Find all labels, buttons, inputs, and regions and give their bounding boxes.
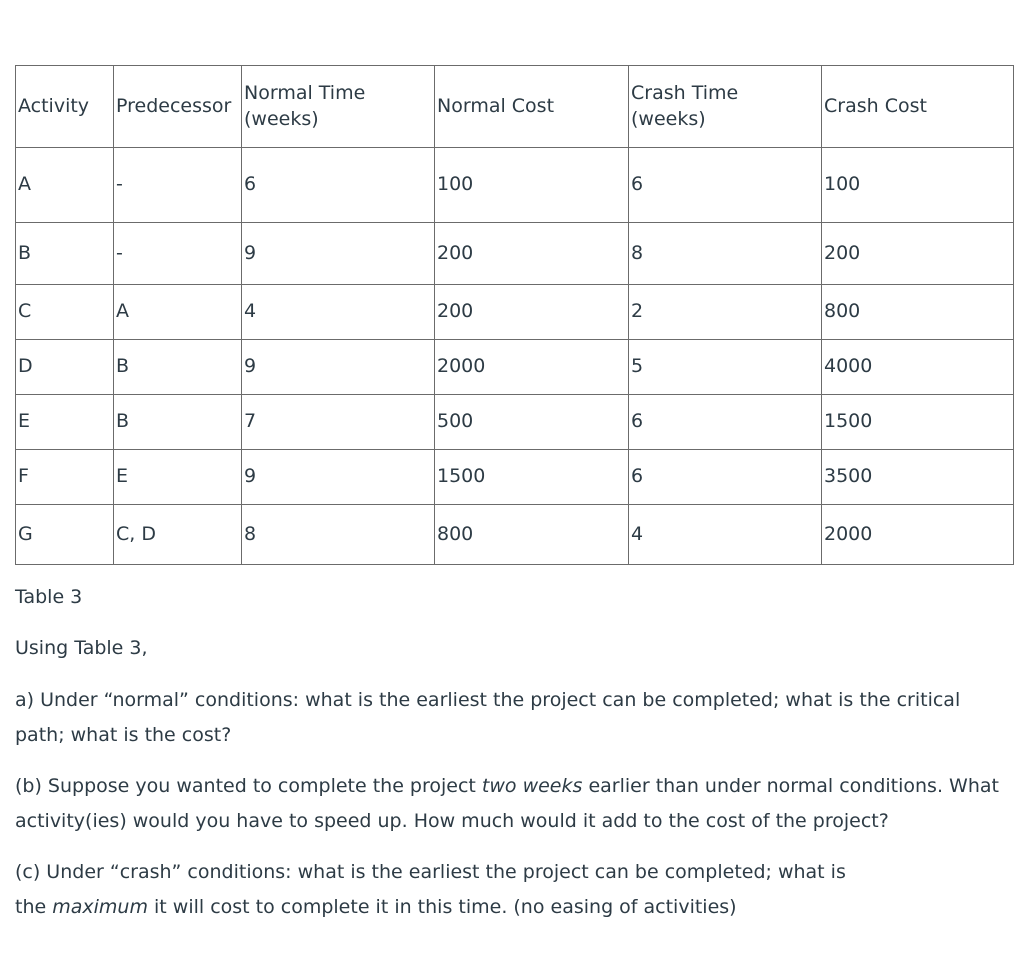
activity-table [15, 65, 1014, 565]
header-crash-time-line1: Crash Time [631, 81, 739, 104]
cell-normal-cost: 800 [435, 505, 629, 565]
cell-normal-cost: 500 [435, 395, 629, 450]
cell-activity: C [16, 285, 114, 340]
cell-crash-time: 8 [629, 223, 822, 285]
cell-crash-cost: 3500 [822, 450, 1014, 505]
header-activity: Activity [16, 66, 114, 148]
header-normal-cost: Normal Cost [435, 66, 629, 148]
cell-predecessor: - [114, 223, 242, 285]
cell-normal-cost: 100 [435, 148, 629, 223]
cell-activity: A [16, 148, 114, 223]
question-c [15, 855, 1005, 925]
table-row [16, 505, 1014, 565]
question-b-after: earlier than under normal conditions. What activity(ies) would you have to speed up. How much would it add to the cost of the project? [15, 775, 999, 832]
cell-normal-cost: 2000 [435, 340, 629, 395]
cell-activity: F [16, 450, 114, 505]
cell-crash-time: 6 [629, 148, 822, 223]
cell-normal-time: 8 [242, 505, 435, 565]
header-predecessor: Predecessor [114, 66, 242, 148]
question-c-line1: (c) Under “crash” conditions: what is the earliest the project can be completed; what is [15, 861, 846, 883]
cell-crash-cost: 800 [822, 285, 1014, 340]
cell-crash-time: 6 [629, 450, 822, 505]
question-c-emphasis: maximum [52, 896, 148, 918]
cell-normal-time: 4 [242, 285, 435, 340]
cell-crash-cost: 4000 [822, 340, 1014, 395]
question-b-before: (b) Suppose you wanted to complete the project [15, 775, 482, 797]
header-normal-time-line2: (weeks) [244, 107, 319, 130]
header-crash-cost: Crash Cost [822, 66, 1014, 148]
table-row [16, 285, 1014, 340]
cell-crash-time: 6 [629, 395, 822, 450]
cell-activity: D [16, 340, 114, 395]
cell-activity: E [16, 395, 114, 450]
cell-normal-cost: 200 [435, 285, 629, 340]
table-row [16, 340, 1014, 395]
cell-activity: G [16, 505, 114, 565]
cell-crash-time: 5 [629, 340, 822, 395]
table-row [16, 223, 1014, 285]
table-row [16, 148, 1014, 223]
table-row [16, 395, 1014, 450]
cell-predecessor: C, D [114, 505, 242, 565]
cell-crash-cost: 1500 [822, 395, 1014, 450]
table-caption: Table 3 [15, 586, 83, 608]
table-row [16, 450, 1014, 505]
cell-normal-cost: 1500 [435, 450, 629, 505]
intro-text: Using Table 3, [15, 637, 148, 659]
cell-normal-time: 6 [242, 148, 435, 223]
cell-crash-time: 4 [629, 505, 822, 565]
question-c-before: the [15, 896, 53, 918]
cell-normal-time: 9 [242, 450, 435, 505]
question-b-emphasis: two weeks [481, 775, 583, 797]
question-c-after: it will cost to complete it in this time. (no easing of activities) [147, 896, 737, 918]
cell-activity: B [16, 223, 114, 285]
cell-crash-cost: 200 [822, 223, 1014, 285]
header-crash-time-line2: (weeks) [631, 107, 706, 130]
cell-predecessor: E [114, 450, 242, 505]
header-normal-time [242, 66, 435, 148]
table-header-row [16, 66, 1014, 148]
header-crash-time [629, 66, 822, 148]
header-normal-time-line1: Normal Time [244, 81, 366, 104]
cell-predecessor: B [114, 395, 242, 450]
question-b [15, 769, 1005, 839]
cell-predecessor: B [114, 340, 242, 395]
question-a: a) Under “normal” conditions: what is the earliest the project can be completed; what is the critical path; what is the cost? [15, 689, 961, 746]
cell-predecessor: - [114, 148, 242, 223]
cell-normal-time: 7 [242, 395, 435, 450]
cell-normal-cost: 200 [435, 223, 629, 285]
cell-crash-time: 2 [629, 285, 822, 340]
cell-crash-cost: 100 [822, 148, 1014, 223]
cell-crash-cost: 2000 [822, 505, 1014, 565]
cell-normal-time: 9 [242, 340, 435, 395]
cell-normal-time: 9 [242, 223, 435, 285]
cell-predecessor: A [114, 285, 242, 340]
